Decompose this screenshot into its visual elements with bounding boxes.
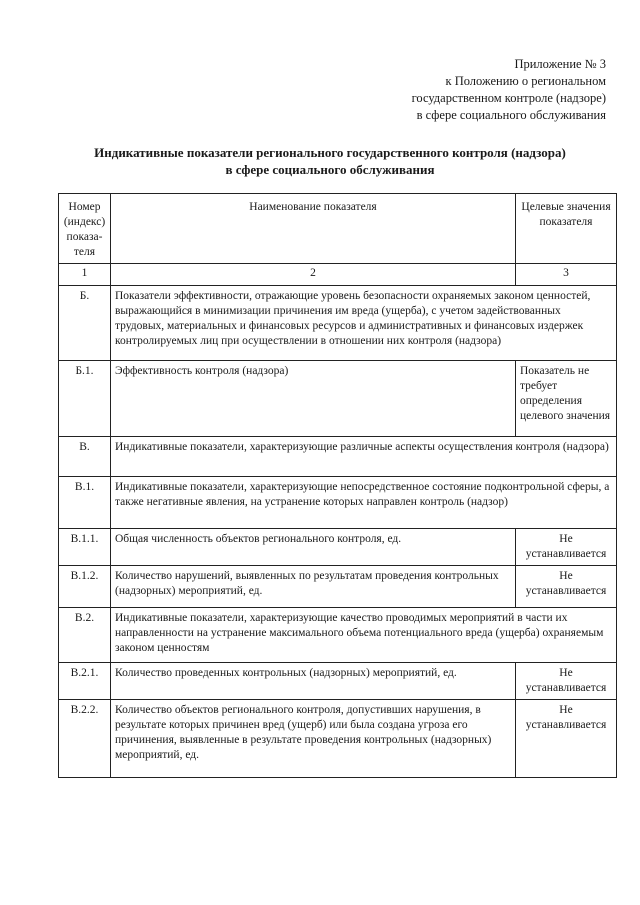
row-indicator-name: Количество проведенных контрольных (надзорных) мероприятий, ед. (111, 663, 516, 700)
appendix-line: в сфере социального обслуживания (416, 108, 606, 122)
column-number: 3 (516, 264, 617, 286)
row-indicator-name: Эффективность контроля (надзора) (111, 361, 516, 437)
row-index: В.2.2. (59, 700, 111, 778)
row-indicator-name: Индикативные показатели, характеризующие различные аспекты осуществления контроля (надзора) (111, 437, 617, 477)
column-header-target: Целевые значения показателя (516, 194, 617, 264)
column-number: 1 (59, 264, 111, 286)
row-index: Б.1. (59, 361, 111, 437)
row-index: В.2.1. (59, 663, 111, 700)
row-index: В.1.2. (59, 566, 111, 608)
appendix-line: Приложение № 3 (514, 57, 606, 71)
row-index: В.1.1. (59, 529, 111, 566)
document-title (60, 144, 600, 178)
row-target-value: Не устанавливается (516, 566, 617, 608)
appendix-line: к Положению о региональном (445, 74, 606, 88)
column-numbers-row (59, 264, 617, 286)
indicators-table (58, 193, 617, 778)
appendix-block (346, 56, 606, 124)
row-indicator-name: Индикативные показатели, характеризующие качество проводимых мероприятий в части их направленности на устранение максимального объема потенциального вреда (ущерба) охраняемым законом ценностям (111, 608, 617, 663)
table-row (59, 529, 617, 566)
row-target-value: Показатель не требует определения целевого значения (516, 361, 617, 437)
appendix-line: государственном контроле (надзоре) (411, 91, 606, 105)
table-row (59, 700, 617, 778)
table-row (59, 286, 617, 361)
row-index: В.1. (59, 477, 111, 529)
column-header-index: Номер (индекс) показа-теля (59, 194, 111, 264)
table-row (59, 361, 617, 437)
column-header-name: Наименование показателя (111, 194, 516, 264)
row-indicator-name: Индикативные показатели, характеризующие непосредственное состояние подконтрольной сферы, а также негативные явления, на устранение которых направлен контроль (надзор) (111, 477, 617, 529)
row-indicator-name: Количество нарушений, выявленных по результатам проведения контрольных (надзорных) мероприятий, ед. (111, 566, 516, 608)
row-index: В. (59, 437, 111, 477)
table-row (59, 663, 617, 700)
column-number: 2 (111, 264, 516, 286)
row-indicator-name: Количество объектов регионального контроля, допустивших нарушения, в результате которых причинен вред (ущерб) или была создана угроза его причинения, выявленные в результате проведения контрольных (надзорных) мероприятий, ед. (111, 700, 516, 778)
row-target-value: Не устанавливается (516, 663, 617, 700)
row-index: Б. (59, 286, 111, 361)
table-row (59, 477, 617, 529)
table-row (59, 566, 617, 608)
table-row (59, 437, 617, 477)
row-target-value: Не устанавливается (516, 700, 617, 778)
table-row (59, 608, 617, 663)
row-indicator-name: Показатели эффективности, отражающие уровень безопасности охраняемых законом ценностей, выражающийся в минимизации причинения им вреда (ущерба), с учетом задействованных трудовых, материальных и финансовых ресурсов и административных и финансовых издержек контролируемых лиц при осуществлении в отношении них контроля (надзора) (111, 286, 617, 361)
title-line: в сфере социального обслуживания (225, 162, 435, 177)
row-target-value: Не устанавливается (516, 529, 617, 566)
title-line: Индикативные показатели регионального государственного контроля (надзора) (94, 145, 566, 160)
table-header-row (59, 194, 617, 264)
row-index: В.2. (59, 608, 111, 663)
row-indicator-name: Общая численность объектов регионального контроля, ед. (111, 529, 516, 566)
